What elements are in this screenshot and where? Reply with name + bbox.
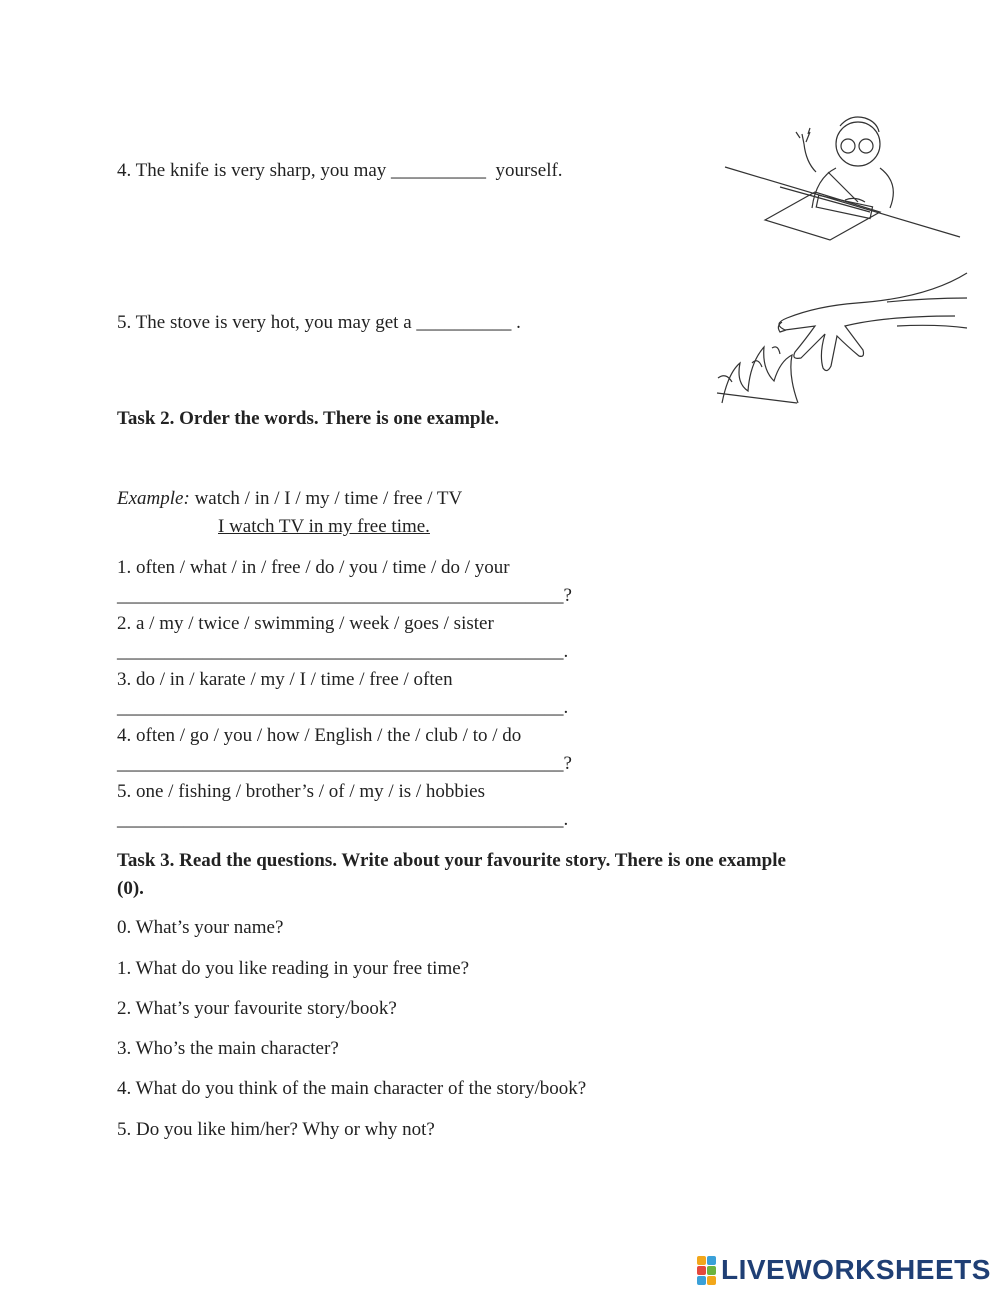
example-words: watch / in / I / my / time / free / TV [189,488,463,509]
task3-question-2: 2. What’s your favourite story/book? [117,998,397,1019]
task2-item-1-blank[interactable]: _______________________________________________? [117,585,572,606]
task3-question-1: 1. What do you like reading in your free time? [117,958,470,979]
task3-question-4: 4. What do you think of the main character of the story/book? [117,1078,587,1099]
logo-text: LIVEWORKSHEETS [721,1254,991,1285]
task2-item-3-blank[interactable]: _______________________________________________. [117,697,569,718]
task2-item-4-prompt: 4. often / go / you / how / English / the / club / to / do [117,725,522,746]
task2-item-3-prompt: 3. do / in / karate / my / I / time / free / often [117,669,453,690]
task2-item-1-prompt: 1. often / what / in / free / do / you / time / do / your [117,557,510,578]
task2-item-5-blank[interactable]: _______________________________________________. [117,809,569,830]
task2-item-2-prompt: 2. a / my / twice / swimming / week / goes / sister [117,613,494,634]
example-label: Example: [117,488,190,509]
hand-over-fire-illustration [712,268,972,408]
task1-item-4: 4. The knife is very sharp, you may __________ yourself. [117,160,563,181]
task2-heading: Task 2. Order the words. There is one example. [117,408,499,429]
task3-question-3: 3. Who’s the main character? [117,1038,339,1059]
task3-heading-line1: Task 3. Read the questions. Write about your favourite story. There is one example [117,850,786,871]
task2-example [117,488,462,510]
example-answer: I watch TV in my free time. [218,516,430,537]
task3-question-0: 0. What’s your name? [117,917,284,938]
task3-question-5: 5. Do you like him/her? Why or why not? [117,1119,435,1140]
task2-item-2-blank[interactable]: _______________________________________________. [117,641,569,662]
task2-item-4-blank[interactable]: _______________________________________________? [117,753,572,774]
task2-item-5-prompt: 5. one / fishing / brother’s / of / my / is / hobbies [117,781,486,802]
liveworksheets-logo [697,1254,991,1286]
task3-heading-line2: (0). [117,878,144,899]
logo-blocks-icon [697,1256,717,1284]
boy-with-knife-illustration [720,112,970,242]
task1-item-5: 5. The stove is very hot, you may get a __________ . [117,312,521,333]
